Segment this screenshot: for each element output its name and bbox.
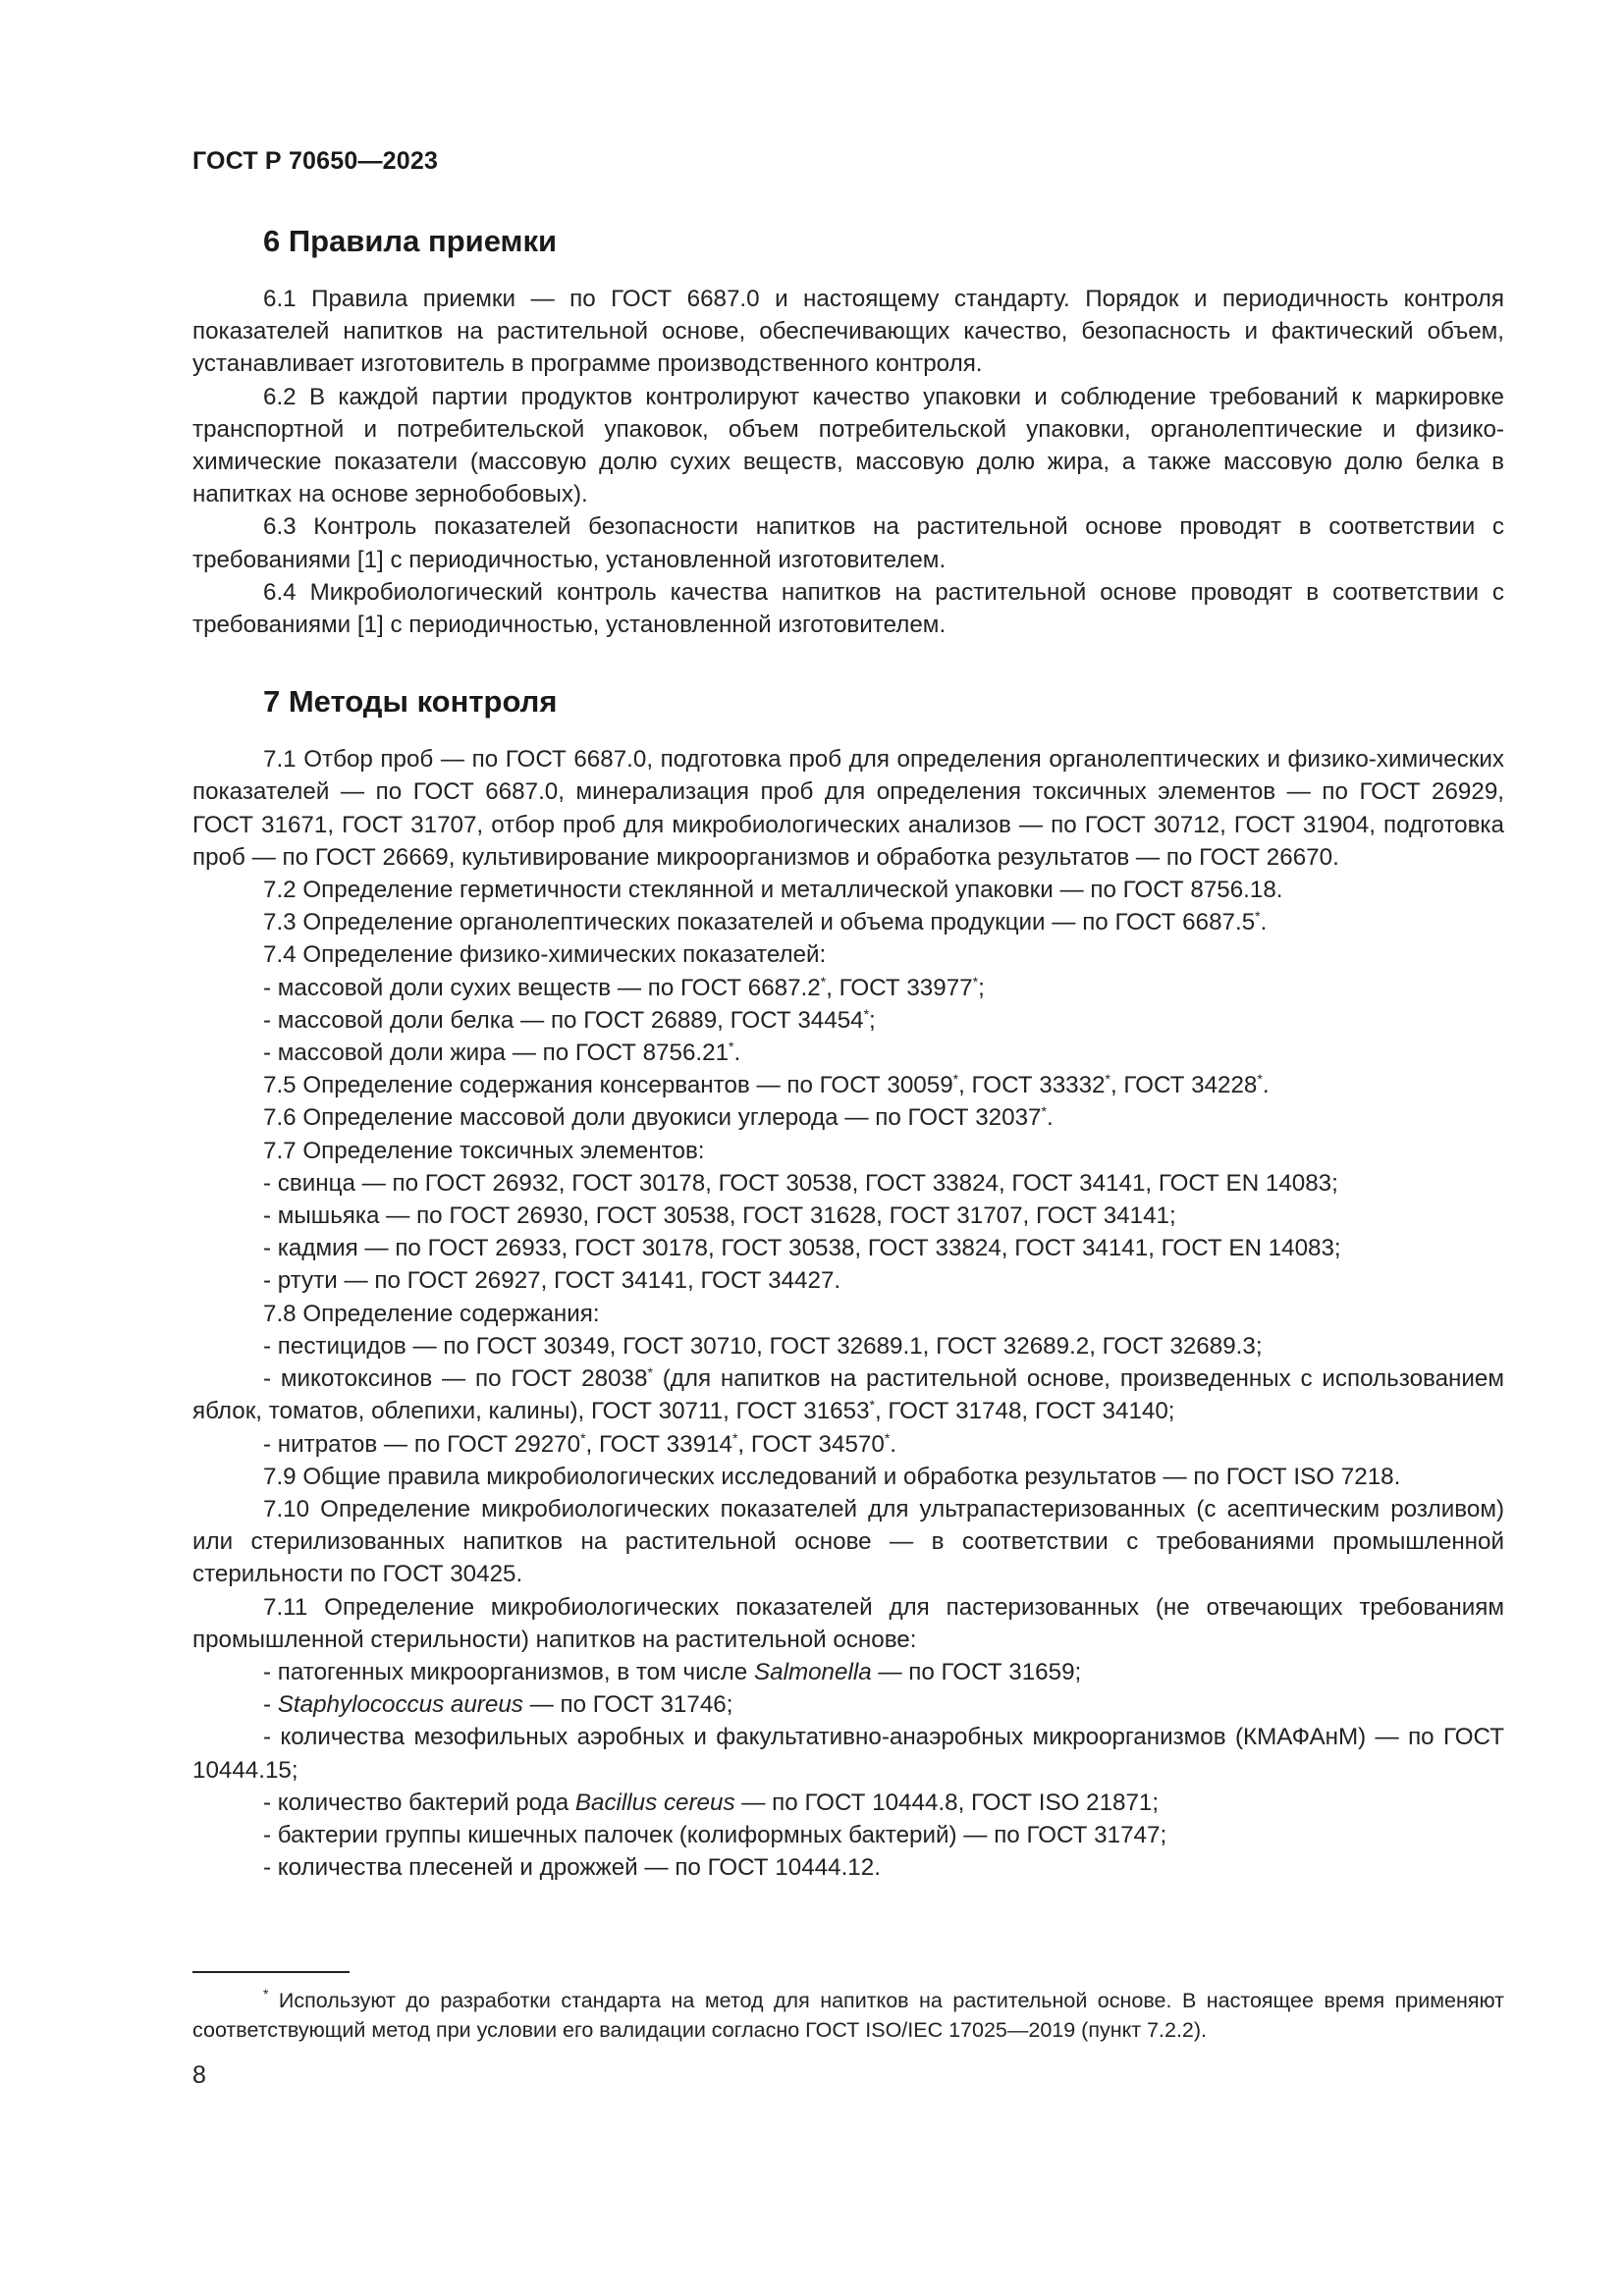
footnote-ref: *: [863, 1005, 870, 1022]
organism-name: Bacillus cereus: [574, 1789, 735, 1816]
footnote-ref: *: [731, 1429, 738, 1446]
list-item-7-11-e: - бактерии группы кишечных палочек (колиформных бактерий) — по ГОСТ 31747;: [263, 1821, 1167, 1848]
page-content: [192, 224, 1504, 1884]
text-7-8-b2: (для напитков на растительной основе, произведенных с использованием яблок, томатов, облепихи, калины), ГОСТ 30711, ГОСТ 31653: [192, 1365, 1505, 1425]
list-item-7-11-f: - количества плесеней и дрожжей — по ГОСТ 10444.12.: [263, 1854, 881, 1882]
paragraph-7-9: 7.9 Общие правила микробиологических исследований и обработка результатов — по ГОСТ ISO 7218.: [263, 1463, 1401, 1490]
paragraph-7-4: 7.4 Определение физико-химических показателей:: [263, 941, 827, 969]
list-item-7-4-b: [192, 1004, 1504, 1037]
footnote-ref: *: [1041, 1103, 1047, 1120]
text-7-8-b1: - микотоксинов — по ГОСТ 28038: [263, 1365, 648, 1393]
footnote-ref: *: [972, 973, 979, 989]
footnote-ref: *: [869, 1397, 875, 1414]
punct: .: [890, 1430, 897, 1458]
paragraph-7-8: 7.8 Определение содержания:: [263, 1300, 600, 1327]
footnote-divider: [192, 1971, 350, 1973]
text-7-8-b3: , ГОСТ 31748, ГОСТ 34140;: [874, 1398, 1175, 1425]
text-7-4-a1: - массовой доли сухих веществ — по ГОСТ 6687.2: [263, 974, 821, 1001]
organism-name: Salmonella: [753, 1658, 872, 1685]
list-item-7-11-c: - количества мезофильных аэробных и факультативно-анаэробных микроорганизмов (КМАФАнМ) — по ГОСТ 10444.15;: [192, 1724, 1504, 1784]
text-7-3: 7.3 Определение органолептических показателей и объема продукции — по ГОСТ 6687.5: [263, 909, 1256, 936]
footnote-ref: *: [647, 1364, 653, 1381]
list-item-7-4-c: [192, 1037, 1504, 1069]
text-7-8-c2: , ГОСТ 33914: [585, 1430, 732, 1458]
text-7-11-d2: — по ГОСТ 10444.8, ГОСТ ISO 21871;: [734, 1789, 1160, 1816]
text-7-5-3: , ГОСТ 34228: [1110, 1072, 1258, 1099]
paragraph-6-2: 6.2 В каждой партии продуктов контролируют качество упаковки и соблюдение требований к маркировке транспортной и потребительской упаковок, объем потребительской упаковки, органолептические и физико-химические показатели (массовую долю сухих веществ, массовую долю жира, а также массовую долю белка в напитках на основе зернобобовых).: [192, 383, 1504, 508]
text-7-5-2: , ГОСТ 33332: [958, 1072, 1106, 1099]
punct: .: [1262, 1072, 1270, 1099]
page-number: 8: [192, 2061, 206, 2089]
list-item-7-7-a: - свинца — по ГОСТ 26932, ГОСТ 30178, ГОСТ 30538, ГОСТ 33824, ГОСТ 34141, ГОСТ EN 14083;: [263, 1169, 1338, 1197]
paragraph-7-2: 7.2 Определение герметичности стеклянной и металлической упаковки — по ГОСТ 8756.18.: [263, 877, 1283, 904]
text-7-8-c3: , ГОСТ 34570: [737, 1430, 885, 1458]
text-7-4-c1: - массовой доли жира — по ГОСТ 8756.21: [263, 1040, 730, 1067]
footnote-marker: *: [263, 1986, 269, 2002]
footnote-line: [192, 1986, 1504, 2045]
punct: .: [1046, 1104, 1054, 1132]
footnote-ref: *: [884, 1429, 891, 1446]
footnote-ref: *: [729, 1039, 734, 1055]
footnote-ref: *: [820, 973, 827, 989]
section-7-title: 7 Методы контроля: [263, 684, 558, 720]
paragraph-7-6: [192, 1101, 1504, 1134]
list-item-7-7-c: - кадмия — по ГОСТ 26933, ГОСТ 30178, ГОСТ 30538, ГОСТ 33824, ГОСТ 34141, ГОСТ EN 14083;: [263, 1235, 1341, 1262]
list-item-7-11-b: [192, 1688, 1504, 1721]
paragraph-7-7: 7.7 Определение токсичных элементов:: [263, 1137, 705, 1164]
text-7-11-a2: — по ГОСТ 31659;: [871, 1658, 1082, 1685]
paragraph-6-4: 6.4 Микробиологический контроль качества напитков на растительной основе проводят в соответствии с требованиями [1] с периодичностью, установленной изготовителем.: [192, 578, 1504, 639]
punct: .: [1260, 909, 1268, 936]
punct: ;: [869, 1006, 876, 1034]
paragraph-7-10: 7.10 Определение микробиологических показателей для ультрапастеризованных (с асептическим розливом) или стерилизованных напитков на растительной основе — в соответствии с требованиями промышленной стерильности по ГОСТ 30425.: [192, 1495, 1504, 1588]
list-item-7-11-d: [192, 1787, 1504, 1819]
section-6-title: 6 Правила приемки: [263, 224, 558, 258]
text-7-11-b0: -: [263, 1691, 278, 1719]
footnote: [192, 1986, 1504, 2045]
list-item-7-11-a: [192, 1656, 1504, 1688]
paragraph-7-3: [192, 906, 1504, 938]
organism-name: Staphylococcus aureus: [277, 1691, 523, 1719]
list-item-7-7-d: - ртути — по ГОСТ 26927, ГОСТ 34141, ГОСТ 34427.: [263, 1267, 841, 1295]
document-header: ГОСТ Р 70650—2023: [192, 147, 439, 175]
list-item-7-8-c: [192, 1428, 1504, 1461]
footnote-ref: *: [1257, 1071, 1263, 1088]
text-7-8-c1: - нитратов — по ГОСТ 29270: [263, 1430, 581, 1458]
punct: .: [733, 1040, 741, 1067]
list-item-7-8-a: - пестицидов — по ГОСТ 30349, ГОСТ 30710, ГОСТ 32689.1, ГОСТ 32689.2, ГОСТ 32689.3;: [263, 1332, 1263, 1360]
footnote-text: Используют до разработки стандарта на метод для напитков на растительной основе. В настоящее время применяют соответствующий метод при условии его валидации согласно ГОСТ ISO/IEC 17025—2019 (пункт 7.2.2).: [192, 1989, 1504, 2042]
footnote-ref: *: [1105, 1071, 1110, 1088]
paragraph-6-1: 6.1 Правила приемки — по ГОСТ 6687.0 и настоящему стандарту. Порядок и периодичность контроля показателей напитков на растительной основе, обеспечивающих качество, безопасность и фактический объем, устанавливает изготовитель в программе производственного контроля.: [192, 286, 1504, 378]
footnote-ref: *: [1255, 908, 1261, 925]
paragraph-6-3: 6.3 Контроль показателей безопасности напитков на растительной основе проводят в соответствии с требованиями [1] с периодичностью, установленной изготовителем.: [192, 513, 1504, 573]
text-7-4-a2: , ГОСТ 33977: [826, 974, 973, 1001]
footnote-ref: *: [952, 1071, 959, 1088]
text-7-4-b1: - массовой доли белка — по ГОСТ 26889, ГОСТ 34454: [263, 1006, 864, 1034]
text-7-11-a1: - патогенных микроорганизмов, в том числе: [263, 1658, 754, 1685]
paragraph-7-1: 7.1 Отбор проб — по ГОСТ 6687.0, подготовка проб для определения органолептических и физико-химических показателей — по ГОСТ 6687.0, минерализация проб для определения токсичных элементов — по ГОСТ 26929, ГОСТ 31671, ГОСТ 31707, отбор проб для микробиологических анализов — по ГОСТ 30712, ГОСТ 31904, подготовка проб — по ГОСТ 26669, культивирование микроорганизмов и обработка результатов — по ГОСТ 26670.: [192, 746, 1504, 871]
text-7-6: 7.6 Определение массовой доли двуокиси углерода — по ГОСТ 32037: [263, 1104, 1042, 1132]
list-item-7-7-b: - мышьяка — по ГОСТ 26930, ГОСТ 30538, ГОСТ 31628, ГОСТ 31707, ГОСТ 34141;: [263, 1202, 1176, 1230]
paragraph-7-5: [192, 1069, 1504, 1101]
list-item-7-4-a: [192, 972, 1504, 1004]
list-item-7-8-b: [192, 1362, 1504, 1427]
text-7-11-d1: - количество бактерий рода: [263, 1789, 575, 1816]
paragraph-7-11: 7.11 Определение микробиологических показателей для пастеризованных (не отвечающих требованиям промышленной стерильности) напитков на растительной основе:: [192, 1593, 1504, 1653]
punct: ;: [978, 974, 985, 1001]
text-7-11-b2: — по ГОСТ 31746;: [522, 1691, 733, 1719]
footnote-ref: *: [580, 1429, 586, 1446]
text-7-5-1: 7.5 Определение содержания консервантов — по ГОСТ 30059: [263, 1072, 953, 1099]
